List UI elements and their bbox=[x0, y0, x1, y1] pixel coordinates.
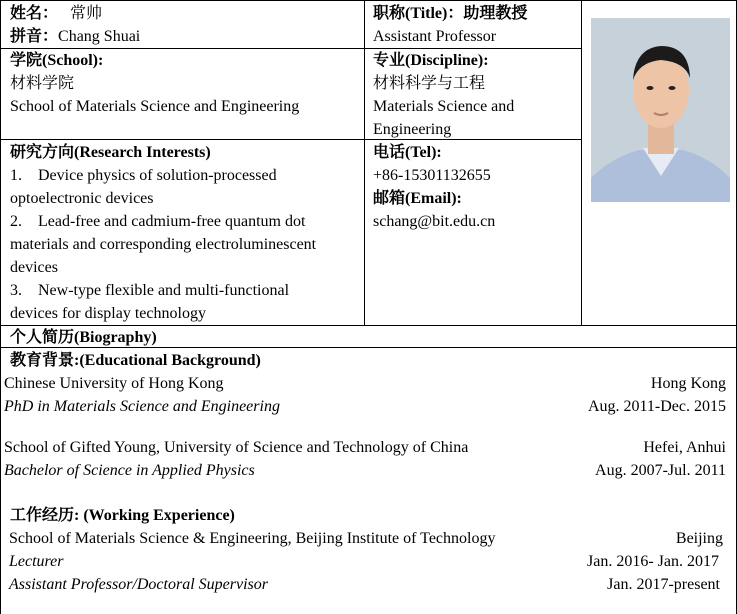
title-value-en: Assistant Professor bbox=[373, 28, 497, 45]
email-label: 邮箱(Email): bbox=[373, 190, 462, 207]
research-line: optoelectronic devices bbox=[10, 190, 154, 207]
education-degree: PhD in Materials Science and Engineering bbox=[4, 398, 280, 415]
pinyin-line bbox=[10, 25, 140, 48]
table-border-top bbox=[0, 0, 737, 1]
discipline-label: 专业(Discipline): bbox=[373, 52, 489, 69]
research-line: 1. Device physics of solution-processed bbox=[10, 167, 277, 184]
portrait-illustration bbox=[591, 18, 730, 202]
biography-heading: 个人简历(Biography) bbox=[10, 329, 157, 346]
title-value-cn: 助理教授 bbox=[463, 5, 528, 22]
tel-label: 电话(Tel): bbox=[373, 144, 442, 161]
work-heading: 工作经历: (Working Experience) bbox=[10, 507, 235, 524]
school-label: 学院(School): bbox=[10, 52, 104, 69]
pinyin-value: Chang Shuai bbox=[58, 28, 141, 45]
education-dates: Aug. 2011-Dec. 2015 bbox=[587, 398, 726, 415]
research-line: devices bbox=[10, 259, 58, 276]
pinyin-label: 拼音： bbox=[10, 28, 59, 45]
research-line: 2. Lead-free and cadmium-free quantum dot bbox=[10, 213, 306, 230]
work-role-title: Lecturer bbox=[9, 553, 64, 570]
name-line bbox=[10, 2, 102, 25]
research-line: devices for display technology bbox=[10, 305, 206, 322]
table-border-left bbox=[0, 0, 1, 614]
education-institution: School of Gifted Young, University of Science and Technology of China bbox=[4, 439, 469, 456]
school-cn: 材料学院 bbox=[10, 75, 75, 92]
education-heading: 教育背景:(Educational Background) bbox=[10, 352, 261, 369]
name-value: 常帅 bbox=[70, 5, 103, 22]
email-value: schang@bit.edu.cn bbox=[373, 213, 496, 230]
education-degree: Bachelor of Science in Applied Physics bbox=[4, 462, 255, 479]
education-location: Hong Kong bbox=[650, 375, 726, 392]
discipline-cn: 材料科学与工程 bbox=[373, 75, 486, 92]
work-role-dates: Jan. 2016- Jan. 2017 bbox=[587, 553, 719, 570]
research-line: 3. New-type flexible and multi-functional bbox=[10, 282, 290, 299]
title-line bbox=[373, 2, 527, 25]
tel-value: +86-15301132655 bbox=[373, 167, 491, 184]
work-institution: School of Materials Science & Engineering, Beijing Institute of Technology bbox=[9, 530, 496, 547]
work-location: Beijing bbox=[675, 530, 723, 547]
school-en: School of Materials Science and Engineering bbox=[10, 98, 300, 115]
discipline-en-2: Engineering bbox=[373, 121, 452, 138]
discipline-en-1: Materials Science and bbox=[373, 98, 515, 115]
education-location: Hefei, Anhui bbox=[643, 439, 726, 456]
portrait-photo bbox=[591, 18, 730, 202]
research-label: 研究方向(Research Interests) bbox=[10, 144, 211, 161]
education-dates: Aug. 2007-Jul. 2011 bbox=[595, 462, 726, 479]
work-role-dates: Jan. 2017-present bbox=[607, 576, 720, 593]
title-label: 职称(Title)： bbox=[373, 5, 464, 22]
research-line: materials and corresponding electroluminescent bbox=[10, 236, 317, 253]
work-role-title: Assistant Professor/Doctoral Supervisor bbox=[9, 576, 268, 593]
row-divider-2 bbox=[0, 139, 582, 140]
name-label: 姓名： bbox=[10, 5, 59, 22]
education-institution: Chinese University of Hong Kong bbox=[4, 375, 224, 392]
